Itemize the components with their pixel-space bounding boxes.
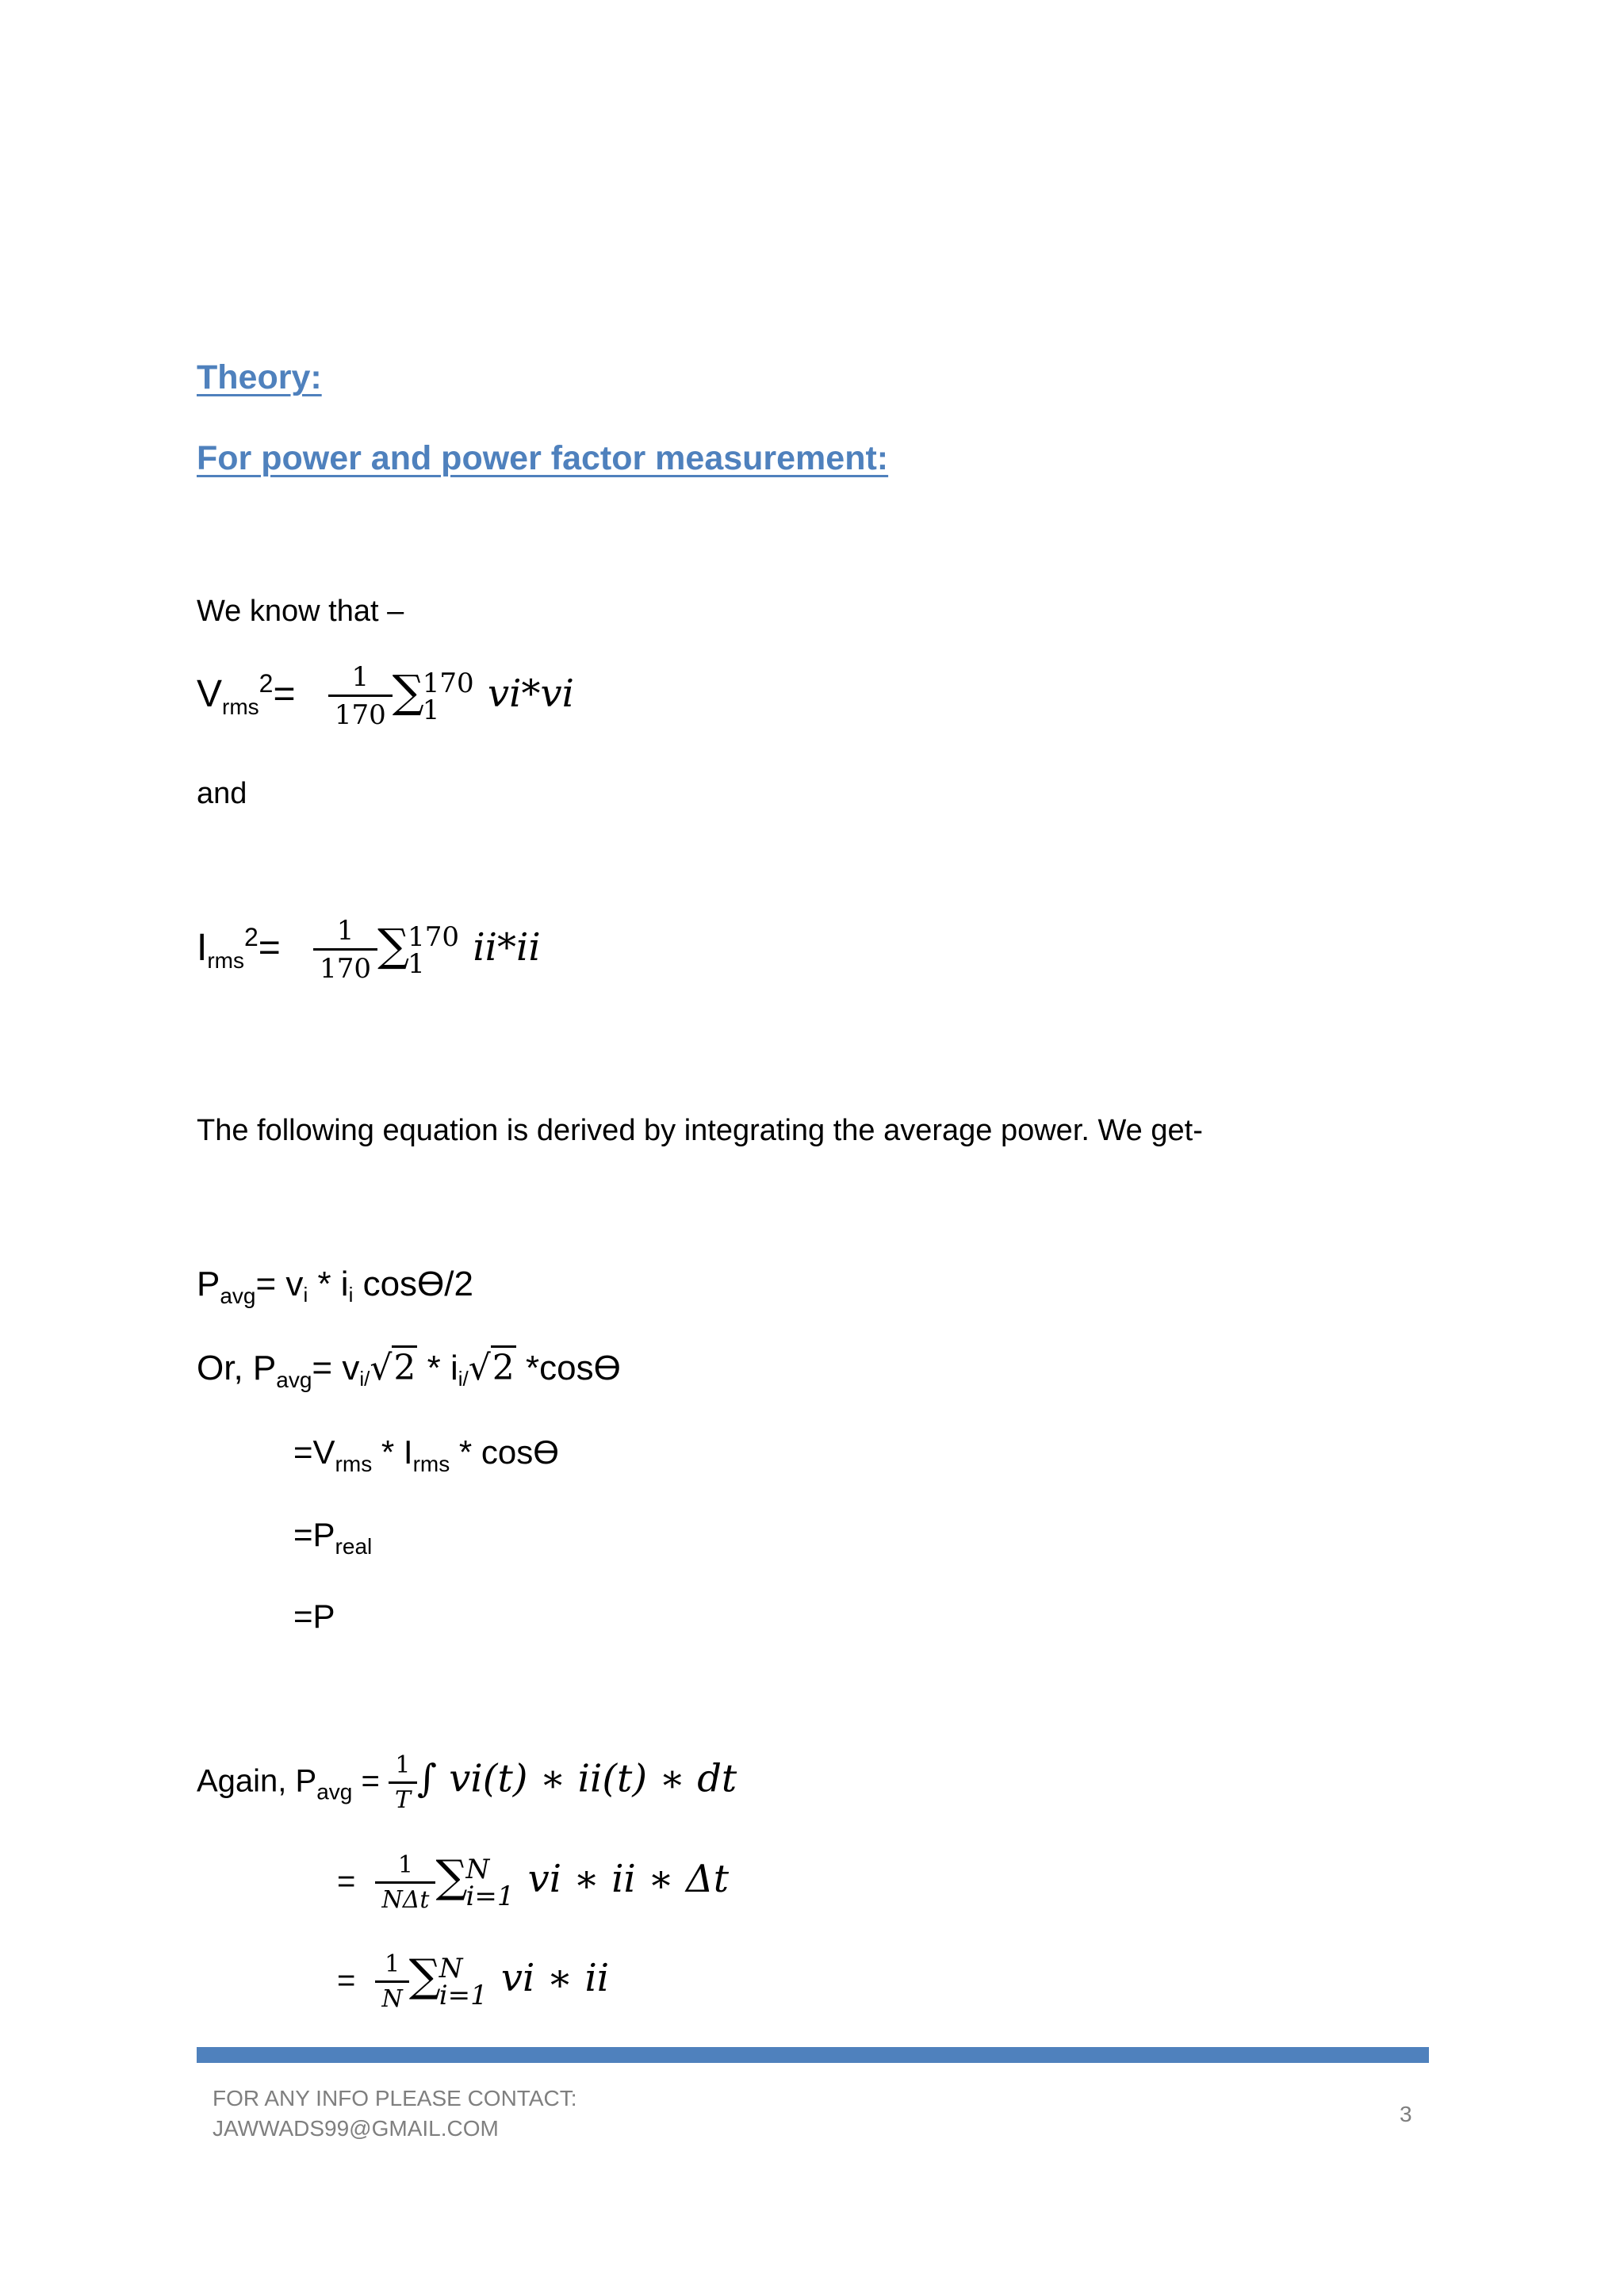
eq2-body: 𝑣𝑖 ∗ 𝑖𝑖 ∗ Δ𝑡: [527, 1857, 729, 1901]
footer-contact: [213, 2084, 577, 2144]
intro-text: We know that –: [197, 595, 404, 628]
footer-contact-label: FOR ANY INFO PLEASE CONTACT:: [213, 2086, 577, 2110]
sum-equation-2: = $\frac{1}{\text{𝑁Δ𝑡}}$ ∑ 𝑁 𝑖=1 𝑣𝑖 ∗ 𝑖𝑖 ∗ Δ𝑡: [337, 1851, 729, 1914]
eq3-body: 𝑣𝑖 ∗ 𝑖𝑖: [500, 1956, 610, 2000]
sum-equation-3: = $\frac{1}{\text{𝑁}}$ ∑ 𝑁 𝑖=1 𝑣𝑖 ∗ 𝑖𝑖: [337, 1950, 610, 2013]
p-line: =P: [293, 1598, 335, 1635]
section-subtitle: For power and power factor measurement:: [197, 439, 889, 477]
sum-symbol: ∑: [377, 920, 410, 972]
theory-heading: Theory:: [197, 358, 322, 396]
vrms-irms-line: $=V_{rms} * I_{rms} * \cos ϴ$: [293, 1433, 559, 1476]
pavg-equation-2: Or, $P_{avg}= v_{i/}√2 * i_{i/}√2$ *cosϴ: [197, 1348, 621, 1388]
integral-expression: ∫ 𝑣𝑖(𝑡) ∗ 𝑖𝑖(𝑡) ∗ 𝑑𝑡: [416, 1756, 737, 1801]
sum-symbol: ∑: [392, 666, 424, 718]
vrms-term: 𝑣𝑖*𝑣𝑖: [487, 672, 574, 717]
sum-limits: 𝑁 𝑖=1: [439, 1953, 488, 2012]
footer-bar: [197, 2047, 1429, 2063]
footer-email: JAWWADS99@GMAIL.COM: [213, 2116, 499, 2141]
vrms-equation: [197, 662, 574, 731]
preal-line: $=P_{real}$: [293, 1516, 373, 1559]
vrms-fraction: $\frac{1}{170}$: [328, 662, 393, 731]
pavg-equation-1: $P_{avg}= v_i * i_i$ cosϴ/2: [197, 1265, 473, 1308]
irms-fraction: $\frac{1}{170}$: [313, 916, 377, 985]
page-number: 3: [1400, 2102, 1412, 2126]
irms-equation: [197, 916, 541, 985]
sum-symbol: ∑: [408, 1950, 441, 2002]
sum-symbol: ∑: [435, 1851, 468, 1903]
vrms-lhs: $V_{rms}^2=$: [197, 669, 296, 720]
again-integral-equation: Again, $P_{avg}$ = $\frac{1}{\text{𝑇}}$ ∫ 𝑣𝑖(𝑡) ∗ 𝑖𝑖(𝑡) ∗ 𝑑𝑡: [197, 1751, 737, 1814]
eq3-fraction: $\frac{1}{\text{𝑁}}$: [375, 1951, 408, 2013]
sum-limits: 170 1: [422, 667, 474, 726]
eq2-fraction: $\frac{1}{\text{𝑁Δ𝑡}}$: [375, 1852, 435, 1914]
sqrt-symbol: √2: [370, 1345, 417, 1388]
sum-limits: 𝑁 𝑖=1: [465, 1854, 515, 1913]
again-fraction: $\frac{1}{\text{𝑇}}$: [389, 1752, 417, 1814]
derived-text: The following equation is derived by integrating the average power. We get-: [197, 1114, 1203, 1147]
irms-lhs: $I_{rms}^2=$: [197, 923, 281, 974]
sum-limits: 170 1: [408, 920, 459, 980]
and-text: and: [197, 777, 247, 810]
irms-term: 𝑖𝑖*𝑖𝑖: [473, 925, 541, 970]
sqrt-symbol: √2: [469, 1345, 516, 1388]
